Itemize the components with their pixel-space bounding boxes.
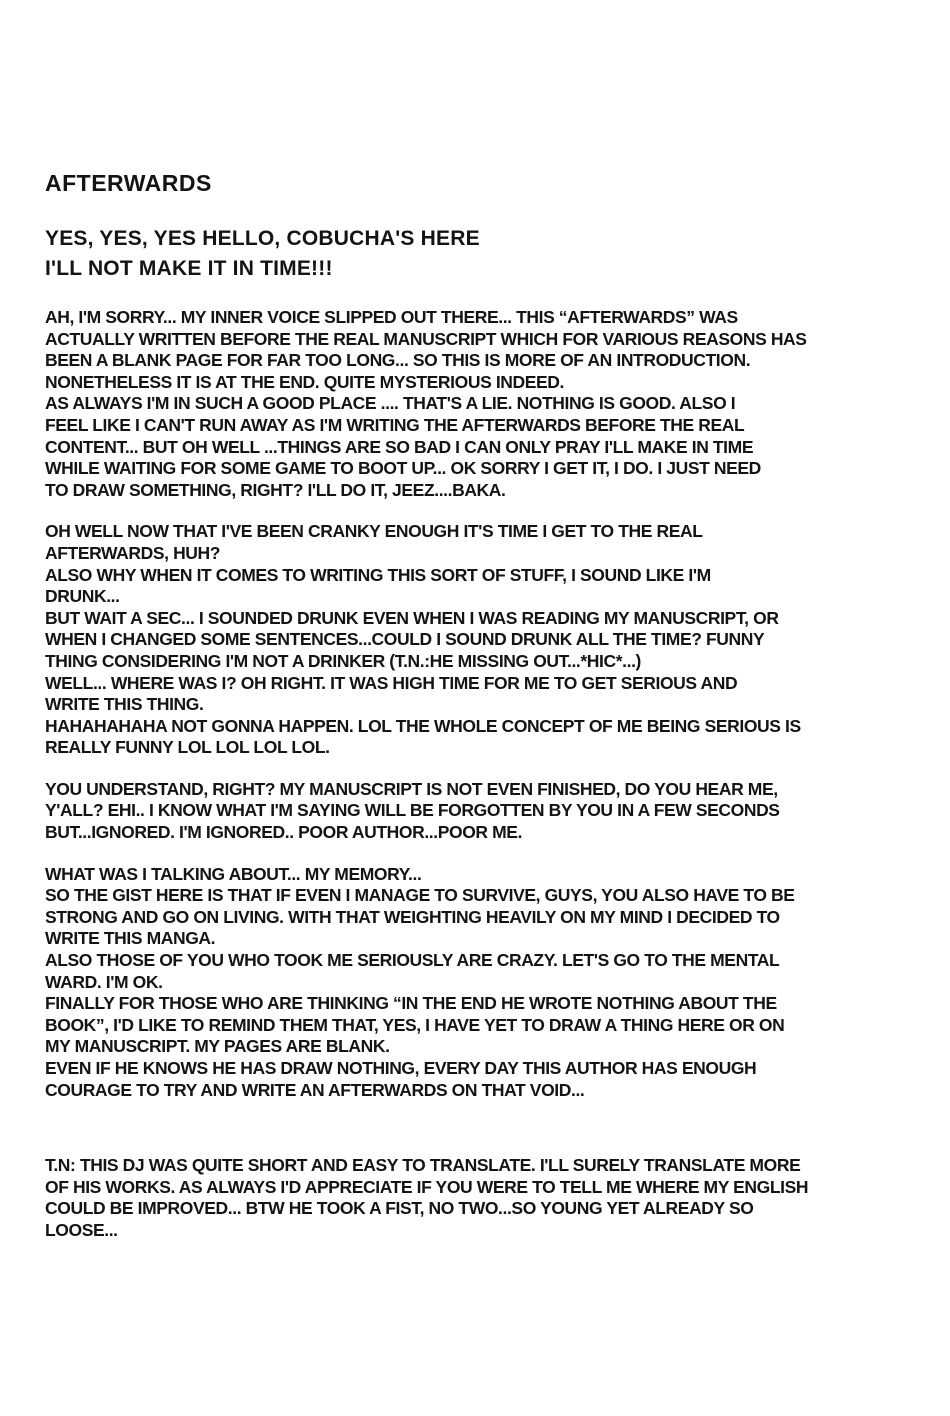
text-line: OF HIS WORKS. AS ALWAYS I'D APPRECIATE IF YOU WERE TO TELL ME WHERE MY ENGLISH: [45, 1176, 809, 1197]
text-line: OH WELL NOW THAT I'VE BEEN CRANKY ENOUGH IT'S TIME I GET TO THE REAL: [45, 521, 703, 542]
text-line: EVEN IF HE KNOWS HE HAS DRAW NOTHING, EVERY DAY THIS AUTHOR HAS ENOUGH: [45, 1058, 757, 1078]
text-line: FEEL LIKE I CAN'T RUN AWAY AS I'M WRITING THE AFTERWARDS BEFORE THE REAL: [45, 414, 745, 435]
text-line: AH, I'M SORRY... MY INNER VOICE SLIPPED OUT THERE... THIS “AFTERWARDS” WAS: [45, 307, 738, 327]
paragraph-4: [45, 864, 908, 1102]
text-line: FINALLY FOR THOSE WHO ARE THINKING “IN THE END HE WROTE NOTHING ABOUT THE: [45, 993, 777, 1014]
text-line: YES, YES, YES HELLO, COBUCHA'S HERE: [45, 227, 480, 250]
text-line: SO THE GIST HERE IS THAT IF EVEN I MANAGE TO SURVIVE, GUYS, YOU ALSO HAVE TO BE: [45, 885, 795, 906]
text-line: STRONG AND GO ON LIVING. WITH THAT WEIGHTING HEAVILY ON MY MIND I DECIDED TO: [45, 906, 780, 927]
text-line: BEEN A BLANK PAGE FOR FAR TOO LONG... SO THIS IS MORE OF AN INTRODUCTION.: [45, 350, 751, 371]
text-line: ALSO WHY WHEN IT COMES TO WRITING THIS SORT OF STUFF, I SOUND LIKE I'M: [45, 564, 711, 585]
text-line: WRITE THIS MANGA.: [45, 928, 216, 949]
text-line: ALSO THOSE OF YOU WHO TOOK ME SERIOUSLY ARE CRAZY. LET'S GO TO THE MENTAL: [45, 950, 780, 971]
text-line: BUT...IGNORED. I'M IGNORED.. POOR AUTHOR...POOR ME.: [45, 822, 523, 843]
translator-note: [45, 1155, 908, 1241]
text-line: WHEN I CHANGED SOME SENTENCES...COULD I SOUND DRUNK ALL THE TIME? FUNNY: [45, 629, 765, 650]
text-line: T.N: THIS DJ WAS QUITE SHORT AND EASY TO TRANSLATE. I'LL SURELY TRANSLATE MORE: [45, 1155, 801, 1176]
text-line: I'LL NOT MAKE IT IN TIME!!!: [45, 257, 333, 280]
paragraph-3: [45, 779, 908, 844]
text-line: REALLY FUNNY LOL LOL LOL LOL.: [45, 737, 330, 758]
paragraph-2: [45, 521, 908, 759]
text-line: BUT WAIT A SEC... I SOUNDED DRUNK EVEN WHEN I WAS READING MY MANUSCRIPT, OR: [45, 607, 779, 628]
text-line: Y'ALL? EHI.. I KNOW WHAT I'M SAYING WILL BE FORGOTTEN BY YOU IN A FEW SECONDS: [45, 800, 780, 821]
text-line: CONTENT... BUT OH WELL ...THINGS ARE SO BAD I CAN ONLY PRAY I'LL MAKE IN TIME: [45, 436, 754, 457]
text-line: BOOK”, I'D LIKE TO REMIND THEM THAT, YES, I HAVE YET TO DRAW A THING HERE OR ON: [45, 1014, 785, 1035]
text-line: TO DRAW SOMETHING, RIGHT? I'LL DO IT, JEEZ....BAKA.: [45, 479, 506, 500]
text-line: WHILE WAITING FOR SOME GAME TO BOOT UP... OK SORRY I GET IT, I DO. I JUST NEED: [45, 458, 761, 479]
text-line: MY MANUSCRIPT. MY PAGES ARE BLANK.: [45, 1036, 390, 1057]
text-line: WARD. I'M OK.: [45, 971, 163, 992]
text-line: DRUNK...: [45, 586, 120, 607]
text-line: WELL... WHERE WAS I? OH RIGHT. IT WAS HIGH TIME FOR ME TO GET SERIOUS AND: [45, 672, 738, 693]
greeting-lines: [45, 224, 908, 284]
text-line: HAHAHAHAHA NOT GONNA HAPPEN. LOL THE WHOLE CONCEPT OF ME BEING SERIOUS IS: [45, 715, 801, 736]
text-line: LOOSE...: [45, 1219, 118, 1240]
text-line: AFTERWARDS, HUH?: [45, 542, 221, 563]
text-line: THING CONSIDERING I'M NOT A DRINKER (T.N.:HE MISSING OUT...*HIC*...): [45, 650, 641, 671]
page-title: AFTERWARDS: [45, 170, 212, 196]
text-line: WHAT WAS I TALKING ABOUT... MY MEMORY...: [45, 863, 422, 884]
text-line: WRITE THIS THING.: [45, 694, 204, 715]
text-line: AS ALWAYS I'M IN SUCH A GOOD PLACE .... THAT'S A LIE. NOTHING IS GOOD. ALSO I: [45, 393, 736, 414]
text-line: NONETHELESS IT IS AT THE END. QUITE MYSTERIOUS INDEED.: [45, 371, 565, 392]
text-line: COURAGE TO TRY AND WRITE AN AFTERWARDS ON THAT VOID...: [45, 1079, 585, 1100]
text-line: COULD BE IMPROVED... BTW HE TOOK A FIST, NO TWO...SO YOUNG YET ALREADY SO: [45, 1198, 754, 1219]
text-line: YOU UNDERSTAND, RIGHT? MY MANUSCRIPT IS NOT EVEN FINISHED, DO YOU HEAR ME,: [45, 778, 778, 799]
paragraph-1: [45, 307, 908, 501]
text-line: ACTUALLY WRITTEN BEFORE THE REAL MANUSCRIPT WHICH FOR VARIOUS REASONS HAS: [45, 328, 807, 349]
